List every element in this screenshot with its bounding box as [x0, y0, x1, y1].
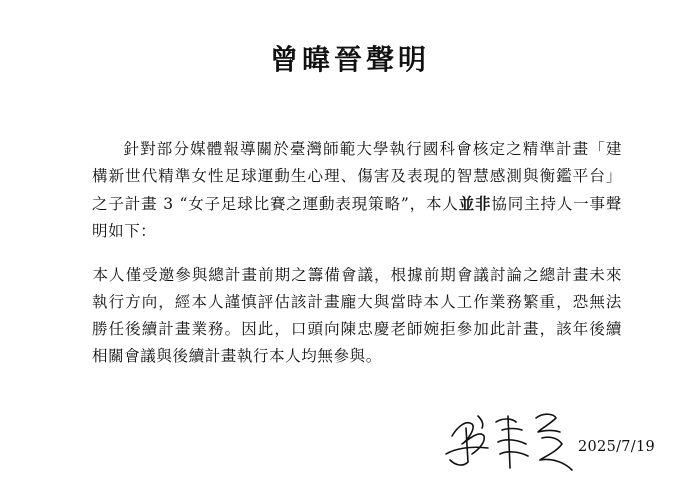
- paragraph-1-text: 針對部分媒體報導關於臺灣師範大學執行國科會核定之精準計畫「建構新世代精準女性足球運動生心理、傷害及表現的智慧感測與衡鑑平台」之子計畫 3 “女子足球比賽之運動表現策略”，本人: [92, 140, 622, 213]
- statement-paragraph-1: [92, 136, 622, 245]
- paragraph-2-text: 本人僅受邀參與總計畫前期之籌備會議，根據前期會議討論之總計畫未來執行方向，經本人謹慎評估該計畫龐大與當時本人工作業務繁重，恐無法勝任後續計畫業務。因此，口頭向陳忠慶老師婉拒參加此計畫，該年後續相關會議與後續計畫執行本人均無參與。: [92, 266, 622, 365]
- statement-paragraph-2: [92, 262, 622, 370]
- handwritten-signature: [432, 398, 582, 478]
- paragraph-1-text-end: 協同主持人一事聲明如下：: [92, 195, 622, 240]
- statement-date: 2025/7/19: [578, 439, 656, 455]
- statement-title: 曾暐晉聲明: [269, 43, 430, 76]
- emphasis-text: 並非: [458, 194, 492, 213]
